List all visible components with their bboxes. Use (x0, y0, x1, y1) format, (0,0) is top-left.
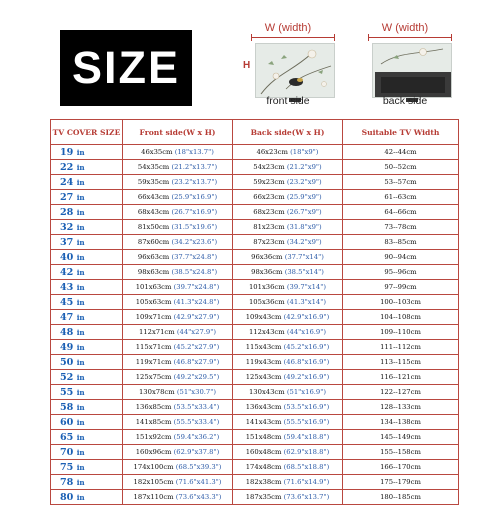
table-row (51, 175, 459, 190)
back-size-cm: 130x43cm (248, 388, 285, 396)
back-size-inch: (18"x9") (290, 148, 319, 156)
front-size-inch: (34.2"x23.6") (171, 238, 218, 246)
tv-size-unit: in (76, 492, 85, 502)
table-row (51, 250, 459, 265)
suitable-width-cell: 64--66cm (343, 205, 459, 220)
front-width-label: W (width) (264, 22, 312, 34)
table-row (51, 310, 459, 325)
table-row (51, 415, 459, 430)
tv-size-value: 24 (60, 176, 74, 188)
tv-size-unit: in (76, 462, 85, 472)
back-size-cell (233, 415, 343, 430)
back-size-cell (233, 310, 343, 325)
back-size-inch: (44"x16.9") (286, 328, 327, 336)
front-size-inch: (37.7"x24.8") (171, 253, 218, 261)
table-row (51, 490, 459, 505)
front-size-cm: 101x63cm (135, 283, 172, 291)
suitable-width-cell: 145--149cm (343, 430, 459, 445)
back-size-cm: 81x23cm (253, 223, 285, 231)
back-size-inch: (51"x16.9") (286, 388, 327, 396)
tv-size-unit: in (76, 477, 85, 487)
tv-size-cell (51, 475, 123, 490)
tv-size-unit: in (76, 282, 85, 292)
back-size-inch: (23.2"x9") (286, 178, 322, 186)
front-size-cell (123, 400, 233, 415)
tv-size-value: 32 (60, 221, 74, 233)
front-size-cm: 87x60cm (137, 238, 170, 246)
back-size-cell (233, 460, 343, 475)
front-size-cm: 125x75cm (135, 373, 172, 381)
back-size-cell (233, 475, 343, 490)
back-cover-image (372, 43, 452, 98)
back-size-inch: (31.8"x9") (286, 223, 322, 231)
tv-size-cell (51, 250, 123, 265)
suitable-width-cell: 155--158cm (343, 445, 459, 460)
tv-size-value: 55 (60, 386, 74, 398)
back-size-inch: (38.5"x14") (284, 268, 324, 276)
suitable-width-cell: 90--94cm (343, 250, 459, 265)
front-size-inch: (23.2"x13.7") (171, 178, 218, 186)
front-size-cell (123, 265, 233, 280)
tv-size-cell (51, 190, 123, 205)
suitable-width-cell: 166--170cm (343, 460, 459, 475)
tv-size-value: 49 (60, 341, 74, 353)
tv-size-unit: in (76, 402, 85, 412)
size-title-block (60, 30, 192, 106)
back-size-inch: (71.6"x14.9") (283, 478, 330, 486)
suitable-width-cell: 61--63cm (343, 190, 459, 205)
back-floral-pattern (373, 44, 452, 98)
front-size-cell (123, 370, 233, 385)
back-size-cm: 151x48cm (245, 433, 282, 441)
back-size-cm: 119x43cm (245, 358, 282, 366)
front-size-cm: 119x71cm (135, 358, 172, 366)
table-row (51, 265, 459, 280)
tv-size-unit: in (76, 342, 85, 352)
tv-size-value: 80 (60, 491, 74, 503)
table-row (51, 475, 459, 490)
front-size-cm: 81x50cm (137, 223, 170, 231)
tv-size-value: 48 (60, 326, 74, 338)
suitable-width-cell: 111--112cm (343, 340, 459, 355)
tv-size-unit: in (76, 177, 85, 187)
tv-size-value: 78 (60, 476, 74, 488)
back-size-cm: 136x43cm (245, 403, 282, 411)
back-size-cm: 105x36cm (248, 298, 285, 306)
front-size-inch: (41.3"x24.8") (173, 298, 220, 306)
suitable-width-cell: 73--78cm (343, 220, 459, 235)
header-suitable-width: Suitable TV Width (343, 120, 459, 145)
back-size-inch: (55.5"x16.9") (283, 418, 330, 426)
front-size-cm: 112x71cm (138, 328, 175, 336)
back-size-inch: (41.3"x14") (286, 298, 327, 306)
tv-size-cell (51, 295, 123, 310)
front-width-dimension-line (251, 37, 335, 38)
tv-size-value: 42 (60, 266, 74, 278)
tv-size-cell (51, 220, 123, 235)
back-size-inch: (68.5"x18.8") (283, 463, 330, 471)
front-size-cell (123, 310, 233, 325)
front-size-cell (123, 460, 233, 475)
back-size-inch: (34.2"x9") (286, 238, 322, 246)
back-size-cm: 87x23cm (253, 238, 285, 246)
suitable-width-cell: 122--127cm (343, 385, 459, 400)
table-row (51, 325, 459, 340)
tv-size-cell (51, 310, 123, 325)
back-size-cell (233, 385, 343, 400)
front-size-cm: 130x78cm (138, 388, 175, 396)
front-size-cell (123, 175, 233, 190)
tv-size-cell (51, 490, 123, 505)
tv-size-value: 28 (60, 206, 74, 218)
suitable-width-cell: 42--44cm (343, 145, 459, 160)
back-size-cm: 66x23cm (253, 193, 285, 201)
front-size-cell (123, 445, 233, 460)
back-size-cell (233, 160, 343, 175)
back-size-cell (233, 280, 343, 295)
front-size-cell (123, 250, 233, 265)
tv-size-unit: in (76, 447, 85, 457)
back-size-cm: 96x36cm (251, 253, 283, 261)
front-size-cm: 151x92cm (135, 433, 172, 441)
tv-size-value: 75 (60, 461, 74, 473)
tv-size-value: 40 (60, 251, 74, 263)
front-size-inch: (46.8"x27.9") (173, 358, 220, 366)
table-row (51, 220, 459, 235)
front-size-inch: (18"x13.7") (174, 148, 214, 156)
back-size-cm: 112x43cm (248, 328, 285, 336)
front-size-cm: 182x105cm (133, 478, 174, 486)
table-row (51, 190, 459, 205)
tv-size-unit: in (76, 417, 85, 427)
table-row (51, 385, 459, 400)
tv-size-cell (51, 415, 123, 430)
suitable-width-cell: 109--110cm (343, 325, 459, 340)
front-size-cell (123, 325, 233, 340)
front-size-cm: 160x96cm (135, 448, 172, 456)
table-row (51, 400, 459, 415)
tv-size-cell (51, 355, 123, 370)
back-size-inch: (49.2"x16.9") (283, 373, 330, 381)
tv-size-unit: in (76, 297, 85, 307)
front-size-inch: (44"x27.9") (176, 328, 217, 336)
back-size-inch: (73.6"x13.7") (283, 493, 330, 501)
front-size-cell (123, 145, 233, 160)
front-size-inch: (73.6"x43.3") (175, 493, 222, 501)
back-size-cell (233, 220, 343, 235)
back-size-cm: 141x43cm (245, 418, 282, 426)
back-size-cm: 115x43cm (245, 343, 282, 351)
front-size-cm: 98x63cm (137, 268, 170, 276)
back-size-cell (233, 190, 343, 205)
tv-size-cell (51, 160, 123, 175)
front-size-inch: (49.2"x29.5") (173, 373, 220, 381)
front-side-caption: front side (266, 95, 310, 107)
tv-size-unit: in (76, 222, 85, 232)
tv-size-unit: in (76, 357, 85, 367)
back-size-inch: (59.4"x18.8") (283, 433, 330, 441)
table-header-row (51, 120, 459, 145)
front-size-cell (123, 220, 233, 235)
back-size-cell (233, 490, 343, 505)
table-row (51, 295, 459, 310)
back-size-cm: 101x36cm (248, 283, 285, 291)
back-size-cm: 182x38cm (245, 478, 282, 486)
back-size-cell (233, 295, 343, 310)
back-size-cell (233, 235, 343, 250)
front-size-cm: 68x43cm (137, 208, 170, 216)
table-row (51, 460, 459, 475)
front-size-inch: (55.5"x33.4") (173, 418, 220, 426)
back-size-cell (233, 400, 343, 415)
tv-size-unit: in (76, 207, 85, 217)
front-size-cell (123, 160, 233, 175)
tv-size-cell (51, 235, 123, 250)
tv-size-unit: in (76, 267, 85, 277)
back-size-cm: 174x48cm (245, 463, 282, 471)
table-row (51, 160, 459, 175)
tv-size-unit: in (76, 432, 85, 442)
table-row (51, 430, 459, 445)
front-size-inch: (59.4"x36.2") (173, 433, 220, 441)
suitable-width-cell: 128--133cm (343, 400, 459, 415)
front-size-cm: 96x63cm (137, 253, 170, 261)
table-row (51, 445, 459, 460)
tv-size-unit: in (76, 327, 85, 337)
back-size-cm: 160x48cm (245, 448, 282, 456)
back-size-inch: (46.8"x16.9") (283, 358, 330, 366)
back-size-cm: 187x35cm (245, 493, 282, 501)
table-body (51, 145, 459, 505)
table-row (51, 340, 459, 355)
front-size-inch: (68.5"x39.3") (175, 463, 222, 471)
front-size-cm: 54x35cm (137, 163, 170, 171)
tv-size-unit: in (76, 237, 85, 247)
front-size-cell (123, 415, 233, 430)
front-size-cm: 115x71cm (135, 343, 172, 351)
back-size-inch: (37.7"x14") (284, 253, 324, 261)
tv-size-value: 47 (60, 311, 74, 323)
tv-size-unit: in (76, 387, 85, 397)
back-size-inch: (39.7"x14") (286, 283, 327, 291)
tv-size-unit: in (76, 372, 85, 382)
back-width-label: W (width) (381, 22, 429, 34)
front-size-cell (123, 205, 233, 220)
tv-size-value: 43 (60, 281, 74, 293)
tv-size-unit: in (76, 162, 85, 172)
front-size-cell (123, 295, 233, 310)
suitable-width-cell: 95--96cm (343, 265, 459, 280)
size-title: SIZE (71, 42, 181, 93)
tv-size-value: 27 (60, 191, 74, 203)
tv-size-unit: in (76, 252, 85, 262)
front-size-cm: 141x85cm (135, 418, 172, 426)
tv-size-unit: in (76, 147, 85, 157)
tv-size-cell (51, 280, 123, 295)
front-size-cm: 187x110cm (133, 493, 174, 501)
front-size-cell (123, 475, 233, 490)
suitable-width-cell: 180--185cm (343, 490, 459, 505)
back-size-cell (233, 175, 343, 190)
header-front-side: Front side(W x H) (123, 120, 233, 145)
suitable-width-cell: 113--115cm (343, 355, 459, 370)
back-size-cell (233, 340, 343, 355)
front-size-cell (123, 355, 233, 370)
tv-size-unit: in (76, 312, 85, 322)
tv-size-cell (51, 205, 123, 220)
suitable-width-cell: 97--99cm (343, 280, 459, 295)
front-size-cm: 59x35cm (137, 178, 170, 186)
back-size-cm: 98x36cm (251, 268, 283, 276)
front-size-inch: (38.5"x24.8") (171, 268, 218, 276)
back-width-dimension-line (368, 37, 452, 38)
tv-size-value: 50 (60, 356, 74, 368)
size-chart-table (50, 119, 459, 505)
front-size-cm: 66x43cm (137, 193, 170, 201)
tv-size-value: 22 (60, 161, 74, 173)
tv-size-value: 37 (60, 236, 74, 248)
tv-size-cell (51, 385, 123, 400)
tv-size-value: 19 (60, 146, 74, 158)
suitable-width-cell: 104--108cm (343, 310, 459, 325)
back-size-cm: 54x23cm (253, 163, 285, 171)
front-size-inch: (62.9"x37.8") (173, 448, 220, 456)
front-cover-image (255, 43, 335, 98)
front-size-inch: (45.2"x27.9") (173, 343, 220, 351)
header-tv-cover-size: TV COVER SIZE (51, 120, 123, 145)
back-size-inch: (42.9"x16.9") (283, 313, 330, 321)
tv-size-cell (51, 265, 123, 280)
front-size-inch: (39.7"x24.8") (173, 283, 220, 291)
tv-size-value: 45 (60, 296, 74, 308)
front-size-inch: (42.9"x27.9") (173, 313, 220, 321)
tv-size-value: 70 (60, 446, 74, 458)
back-size-cell (233, 325, 343, 340)
front-size-cm: 109x71cm (135, 313, 172, 321)
front-size-cell (123, 385, 233, 400)
tv-size-cell (51, 400, 123, 415)
tv-size-cell (51, 340, 123, 355)
table-row (51, 145, 459, 160)
back-size-cell (233, 265, 343, 280)
tv-size-value: 58 (60, 401, 74, 413)
height-label: H (243, 60, 251, 71)
table-row (51, 235, 459, 250)
back-size-cell (233, 430, 343, 445)
tv-size-cell (51, 445, 123, 460)
suitable-width-cell: 100--103cm (343, 295, 459, 310)
back-size-cell (233, 355, 343, 370)
back-size-cm: 59x23cm (253, 178, 285, 186)
tv-size-cell (51, 430, 123, 445)
front-size-cm: 136x85cm (135, 403, 172, 411)
front-size-cell (123, 430, 233, 445)
back-size-inch: (45.2"x16.9") (283, 343, 330, 351)
front-size-inch: (25.9"x16.9") (171, 193, 218, 201)
table-row (51, 205, 459, 220)
suitable-width-cell: 50--52cm (343, 160, 459, 175)
tv-size-value: 60 (60, 416, 74, 428)
front-size-cm: 46x35cm (141, 148, 173, 156)
back-size-inch: (62.9"x18.8") (283, 448, 330, 456)
front-size-inch: (31.5"x19.6") (171, 223, 218, 231)
front-size-cell (123, 340, 233, 355)
front-size-cell (123, 280, 233, 295)
back-size-cell (233, 445, 343, 460)
front-size-cell (123, 490, 233, 505)
back-side-caption: back side (382, 95, 428, 107)
tv-size-cell (51, 370, 123, 385)
table-row (51, 355, 459, 370)
back-size-cell (233, 205, 343, 220)
suitable-width-cell: 116--121cm (343, 370, 459, 385)
table-row (51, 280, 459, 295)
suitable-width-cell: 175--179cm (343, 475, 459, 490)
back-size-inch: (25.9"x9") (286, 193, 322, 201)
back-size-cm: 68x23cm (253, 208, 285, 216)
front-size-cm: 105x63cm (135, 298, 172, 306)
back-size-cm: 125x43cm (245, 373, 282, 381)
back-size-cm: 109x43cm (245, 313, 282, 321)
front-size-inch: (71.6"x41.3") (175, 478, 222, 486)
suitable-width-cell: 53--57cm (343, 175, 459, 190)
tv-size-cell (51, 145, 123, 160)
front-size-inch: (51"x30.7") (176, 388, 217, 396)
table-row (51, 370, 459, 385)
front-size-inch: (26.7"x16.9") (171, 208, 218, 216)
back-size-inch: (21.2"x9") (286, 163, 322, 171)
front-size-inch: (21.2"x13.7") (171, 163, 218, 171)
tv-size-cell (51, 460, 123, 475)
back-size-cell (233, 370, 343, 385)
back-size-cell (233, 250, 343, 265)
tv-size-unit: in (76, 192, 85, 202)
back-size-inch: (53.5"x16.9") (283, 403, 330, 411)
front-size-cell (123, 190, 233, 205)
front-size-cm: 174x100cm (133, 463, 174, 471)
suitable-width-cell: 134--138cm (343, 415, 459, 430)
suitable-width-cell: 83--85cm (343, 235, 459, 250)
floral-pattern (256, 44, 335, 98)
back-size-cm: 46x23cm (256, 148, 288, 156)
back-size-inch: (26.7"x9") (286, 208, 322, 216)
tv-size-value: 65 (60, 431, 74, 443)
front-size-cell (123, 235, 233, 250)
tv-size-cell (51, 175, 123, 190)
front-size-inch: (53.5"x33.4") (173, 403, 220, 411)
tv-size-cell (51, 325, 123, 340)
back-size-cell (233, 145, 343, 160)
tv-size-value: 52 (60, 371, 74, 383)
header-back-side: Back side(W x H) (233, 120, 343, 145)
